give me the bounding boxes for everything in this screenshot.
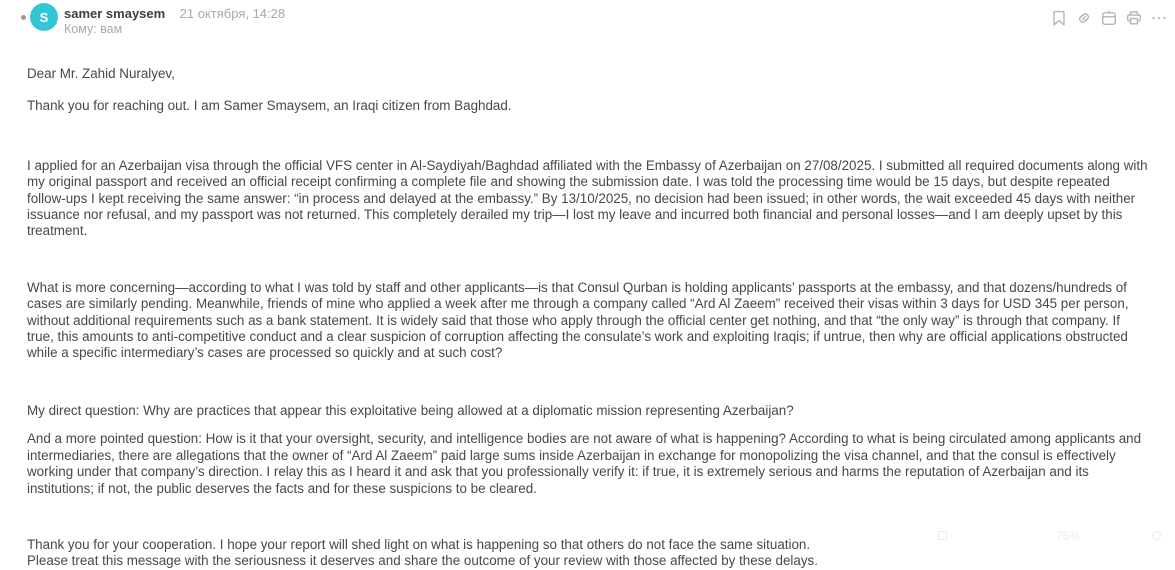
more-icon	[1149, 8, 1169, 28]
recipient-line[interactable]: Кому: вам	[64, 22, 123, 36]
faded-zoom-label: 75%	[1056, 529, 1081, 543]
calendar-icon	[1099, 8, 1119, 28]
cutoff-line: Please treat this message with the seriousness it deserves and share the outcome of your review with those affected by these delays.	[27, 553, 818, 569]
salutation: Dear Mr. Zahid Nuralyev,	[27, 66, 175, 81]
message-header	[0, 0, 1175, 36]
faded-box-icon	[938, 531, 947, 540]
more-button[interactable]	[1148, 7, 1170, 29]
sender-line	[64, 5, 285, 23]
visa-application-paragraph: I applied for an Azerbaijan visa through the official VFS center in Al-Saydiyah/Baghdad affiliated with the Embassy of Azerbaijan on 27/08/2025. I submitted all required documents along with my original passport and received an official receipt confirming a complete file and showing the submission date. I was told the processing time would be 15 days, but despite repeated follow-ups I kept receiving the same answer: “in process and delayed at the embassy.” By 13/10/2025, no decision had been issued; in other words, the wait exceeded 45 days with neither issuance nor refusal, and my passport was not returned. This completely derailed my trip—I lost my leave and incurred both financial and personal losses—and I am deeply upset by this treatment.	[27, 157, 1148, 239]
link-button[interactable]	[1073, 7, 1095, 29]
faded-circle-icon	[1152, 531, 1161, 540]
link-icon	[1074, 8, 1094, 28]
concerns-paragraph: What is more concerning—according to what I was told by staff and other applicants—is that Consul Qurban is holding applicants’ passports at the embassy, and that dozens/hundreds of cases are similarly pending. Meanwhile, friends of mine who applied a week after me through a company called “Ard Al Zaeem” received their visas within 3 days for USD 345 per person, without additional requirements such as a bank statement. It is widely said that those who apply through the official center get nothing, and that “the only way” is through that company. If true, this amounts to anti-competitive conduct and a clear suspicion of corruption affecting the consulate’s work and exploiting Iraqis; if untrue, then why are official applications obstructed while a specific intermediary’s cases are processed so quickly and at such cost?	[27, 279, 1129, 361]
closing-thanks-paragraph: Thank you for your cooperation. I hope your report will shed light on what is happening so that others do not face the same situation.	[27, 536, 811, 552]
faded-overlay	[930, 528, 1170, 544]
pointed-question-paragraph: And a more pointed question: How is it that your oversight, security, and intelligence bodies are not aware of what is happening? According to what is being circulated among applicants and intermediaries, there are allegations that the owner of “Ard Al Zaeem” paid large sums inside Azerbaijan in exchange for monopolizing the visa channel, and that the consul is effectively working under that company’s direction. I relay this as I heard it and ask that you professionally verify it: if true, it is extremely serious and harms the reputation of Azerbaijan and its institutions; if not, the public deserves the facts and for these suspicions to be cleared.	[27, 431, 1142, 496]
unread-dot	[21, 15, 26, 20]
message-date: 21 октября, 14:28	[179, 6, 286, 21]
sender-avatar[interactable]	[30, 3, 58, 31]
email-body	[0, 66, 1175, 570]
message-toolbar	[1048, 7, 1170, 29]
intro-paragraph: Thank you for reaching out. I am Samer Smaysem, an Iraqi citizen from Baghdad.	[27, 98, 512, 114]
direct-question-paragraph: My direct question: Why are practices that appear this exploitative being allowed at a diplomatic mission representing Azerbaijan?	[27, 402, 794, 418]
bookmark-icon	[1049, 8, 1069, 28]
avatar-initial: S	[39, 9, 49, 25]
sender-name[interactable]: samer smaysem	[64, 6, 166, 21]
print-icon	[1124, 8, 1144, 28]
bookmark-button[interactable]	[1048, 7, 1070, 29]
print-button[interactable]	[1123, 7, 1145, 29]
calendar-button[interactable]	[1098, 7, 1120, 29]
